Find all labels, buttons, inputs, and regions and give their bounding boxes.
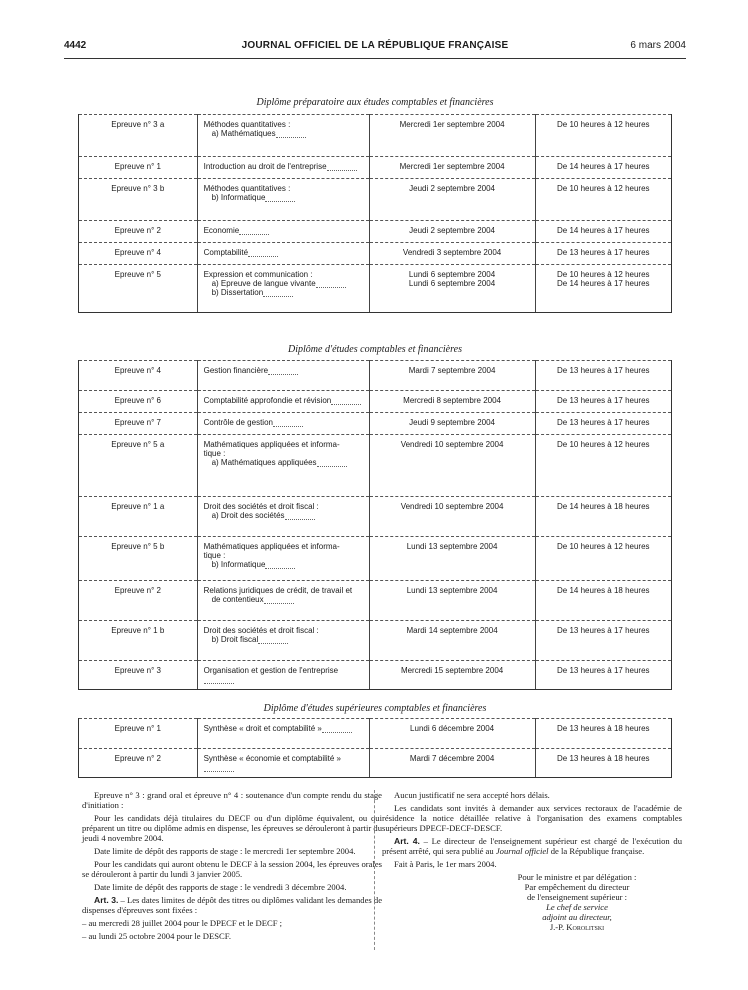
leader-dots <box>248 256 278 257</box>
exam-date: Vendredi 10 septembre 2004 <box>400 502 504 511</box>
leader-dots <box>204 683 234 684</box>
date-cell <box>369 621 535 661</box>
subject-cell <box>197 719 369 749</box>
epreuve-cell: Epreuve n° 3 <box>79 661 198 690</box>
hours-cell <box>535 115 671 157</box>
hours-cell <box>535 661 671 690</box>
exam-hours: De 14 heures à 17 heures <box>557 279 650 288</box>
subject-cell <box>197 243 369 265</box>
leader-dots <box>263 296 293 297</box>
subject-heading: Droit des sociétés et droit fiscal : <box>203 626 319 635</box>
date-cell <box>369 221 535 243</box>
exam-date: Vendredi 10 septembre 2004 <box>400 440 504 449</box>
hours-cell <box>535 621 671 661</box>
epreuve-cell: Epreuve n° 2 <box>79 221 198 243</box>
exam-hours: De 14 heures à 17 heures <box>557 162 650 171</box>
exam-hours: De 14 heures à 18 heures <box>557 502 650 511</box>
exam-date: Mercredi 8 septembre 2004 <box>403 396 501 405</box>
subject-cell <box>197 221 369 243</box>
issue-date: 6 mars 2004 <box>630 40 686 51</box>
subject-cell <box>197 157 369 179</box>
table-row <box>79 537 672 581</box>
subject-heading: Relations juridiques de crédit, de travail et <box>203 586 353 595</box>
hours-cell <box>535 265 671 313</box>
date-cell <box>369 115 535 157</box>
date-cell <box>369 749 535 778</box>
exam-table-decf <box>78 360 672 690</box>
exam-date: Mardi 14 septembre 2004 <box>406 626 498 635</box>
table-caption-descf: Diplôme d'études supérieures comptables et financières <box>263 703 487 714</box>
list-item: – au mercredi 28 juillet 2004 pour le DPECF et le DECF ; <box>82 918 283 928</box>
page-header <box>64 40 686 54</box>
subject-heading: tique : <box>203 551 226 560</box>
subject-label: Synthèse « économie et comptabilité » <box>203 754 342 763</box>
date-cell <box>369 243 535 265</box>
epreuve-cell: Epreuve n° 2 <box>79 581 198 621</box>
hours-cell <box>535 749 671 778</box>
subject-heading: Mathématiques appliquées et informa- <box>203 440 340 449</box>
hours-cell <box>535 243 671 265</box>
date-cell <box>369 581 535 621</box>
leader-dots <box>317 466 347 467</box>
leader-dots <box>265 568 295 569</box>
article-3: Art. 3. – Les dates limites de dépôt des titres ou diplômes validant les demandes de dispenses d'épreuves sont fixées : <box>82 895 383 915</box>
table-row <box>79 581 672 621</box>
subject-label: Comptabilité approfondie et révision <box>203 396 332 405</box>
subject-label: a) Epreuve de langue vivante <box>211 279 316 288</box>
exam-date: Jeudi 2 septembre 2004 <box>409 226 495 235</box>
subject-label: de contentieux <box>211 595 264 604</box>
subject-heading: Expression et communication : <box>203 270 313 279</box>
exam-date: Lundi 6 septembre 2004 <box>408 279 496 288</box>
leader-dots <box>331 404 361 405</box>
subject-cell <box>197 497 369 537</box>
paragraph: Epreuve n° 3 : grand oral et épreuve n° 4 : soutenance d'un compte rendu du stage d'initiation : <box>82 790 382 810</box>
page-number: 4442 <box>64 40 87 51</box>
exam-hours: De 14 heures à 18 heures <box>557 586 650 595</box>
subject-label: Comptabilité <box>203 248 249 257</box>
exam-hours: De 10 heures à 12 heures <box>557 440 650 449</box>
hours-cell <box>535 413 671 435</box>
table-row <box>79 749 672 778</box>
subject-heading: tique : <box>203 449 226 458</box>
exam-hours: De 13 heures à 17 heures <box>557 366 650 375</box>
epreuve-cell: Epreuve n° 1 <box>79 719 198 749</box>
date-cell <box>369 661 535 690</box>
hours-cell <box>535 497 671 537</box>
exam-date: Vendredi 3 septembre 2004 <box>402 248 502 257</box>
table-caption-dpecf: Diplôme préparatoire aux études comptables et financières <box>256 97 494 108</box>
epreuve-cell: Epreuve n° 5 a <box>79 435 198 497</box>
subject-cell <box>197 621 369 661</box>
table-row <box>79 179 672 221</box>
subject-label: Synthèse « droit et comptabilité » <box>203 724 322 733</box>
exam-table-descf <box>78 718 672 778</box>
date-cell <box>369 435 535 497</box>
epreuve-cell: Epreuve n° 5 <box>79 265 198 313</box>
epreuve-cell: Epreuve n° 6 <box>79 391 198 413</box>
subject-label: Contrôle de gestion <box>203 418 273 427</box>
hours-cell <box>535 435 671 497</box>
date-cell <box>369 391 535 413</box>
subject-label: b) Droit fiscal <box>211 635 259 644</box>
epreuve-cell: Epreuve n° 2 <box>79 749 198 778</box>
subject-label: b) Dissertation <box>211 288 264 297</box>
date-cell <box>369 413 535 435</box>
leader-dots <box>265 201 295 202</box>
leader-dots <box>258 643 288 644</box>
table-row <box>79 361 672 391</box>
journal-title: JOURNAL OFFICIEL DE LA RÉPUBLIQUE FRANÇAISE <box>241 40 509 51</box>
table-row <box>79 221 672 243</box>
exam-date: Mercredi 1er septembre 2004 <box>399 120 505 129</box>
leader-dots <box>204 771 234 772</box>
table-row <box>79 497 672 537</box>
date-cell <box>369 179 535 221</box>
hours-cell <box>535 537 671 581</box>
exam-hours: De 13 heures à 18 heures <box>557 724 650 733</box>
paragraph: Date limite de dépôt des rapports de stage : le mercredi 1er septembre 2004. <box>94 846 356 856</box>
epreuve-cell: Epreuve n° 4 <box>79 243 198 265</box>
leader-dots <box>322 732 352 733</box>
date-cell <box>369 497 535 537</box>
subject-label: a) Droit des sociétés <box>211 511 285 520</box>
exam-hours: De 13 heures à 18 heures <box>557 754 650 763</box>
epreuve-cell: Epreuve n° 4 <box>79 361 198 391</box>
subject-cell <box>197 179 369 221</box>
table-row <box>79 265 672 313</box>
article-label: Art. 3. <box>94 895 119 905</box>
hours-cell <box>535 361 671 391</box>
subject-label: b) Informatique <box>211 560 266 569</box>
table-row <box>79 435 672 497</box>
subject-cell <box>197 749 369 778</box>
header-rule <box>64 58 686 59</box>
exam-hours: De 13 heures à 17 heures <box>557 666 650 675</box>
epreuve-cell: Epreuve n° 7 <box>79 413 198 435</box>
subject-label: Economie <box>203 226 240 235</box>
subject-label: a) Mathématiques <box>211 129 276 138</box>
table-row <box>79 115 672 157</box>
exam-hours: De 14 heures à 17 heures <box>557 226 650 235</box>
table-row <box>79 243 672 265</box>
hours-cell <box>535 157 671 179</box>
exam-date: Jeudi 9 septembre 2004 <box>409 418 495 427</box>
date-cell <box>369 157 535 179</box>
date-cell <box>369 537 535 581</box>
epreuve-cell: Epreuve n° 1 a <box>79 497 198 537</box>
table-row <box>79 719 672 749</box>
left-text-column <box>82 790 382 944</box>
right-text-column <box>382 790 682 932</box>
article-4: Art. 4. – Le directeur de l'enseignement supérieur est chargé de l'exécution du présent arrêté, qui sera publié au Journal officiel de la République française. <box>382 836 683 856</box>
hours-cell <box>535 581 671 621</box>
column-divider <box>374 790 375 950</box>
subject-heading: Mathématiques appliquées et informa- <box>203 542 340 551</box>
leader-dots <box>327 170 357 171</box>
exam-date: Mercredi 1er septembre 2004 <box>399 162 505 171</box>
subject-cell <box>197 581 369 621</box>
leader-dots <box>316 287 346 288</box>
exam-date: Lundi 13 septembre 2004 <box>406 586 498 595</box>
signature-block: Pour le ministre et par délégation : Par empêchement du directeur de l'enseignement supérieur : Le chef de service adjoint au directeur, J.-P. Korolitski <box>472 872 682 932</box>
exam-date: Mardi 7 décembre 2004 <box>409 754 495 763</box>
exam-hours: De 13 heures à 17 heures <box>557 418 650 427</box>
leader-dots <box>264 603 294 604</box>
date-cell <box>369 265 535 313</box>
exam-date: Lundi 6 décembre 2004 <box>410 724 495 733</box>
table-row <box>79 391 672 413</box>
table-row <box>79 661 672 690</box>
paragraph: Les candidats sont invités à demander aux services rectoraux de l'académie de résidence la notice détaillée relative à l'organisation des examens comptables supérieurs DPECF-DECF-DESCF. <box>382 803 682 833</box>
paragraph: Pour les candidats qui auront obtenu le DECF à la session 2004, les épreuves orales se dérouleront à partir du lundi 3 janvier 2005. <box>82 859 382 879</box>
paragraph: Pour les candidats déjà titulaires du DECF ou d'un diplôme équivalent, ou qui préparent un titre ou diplôme admis en dispense, les épreuves se dérouleront à partir du jeudi 4 novembre 2004. <box>82 813 382 843</box>
subject-label: Gestion financière <box>203 366 269 375</box>
exam-table-dpecf <box>78 114 672 313</box>
subject-cell <box>197 537 369 581</box>
subject-heading: Méthodes quantitatives : <box>203 120 291 129</box>
exam-hours: De 13 heures à 17 heures <box>557 248 650 257</box>
hours-cell <box>535 179 671 221</box>
exam-date: Lundi 6 septembre 2004 <box>408 270 496 279</box>
leader-dots <box>276 137 306 138</box>
epreuve-cell: Epreuve n° 5 b <box>79 537 198 581</box>
paragraph: Aucun justificatif ne sera accepté hors délais. <box>394 790 550 800</box>
subject-cell <box>197 265 369 313</box>
exam-hours: De 13 heures à 17 heures <box>557 396 650 405</box>
table-row <box>79 621 672 661</box>
epreuve-cell: Epreuve n° 3 b <box>79 179 198 221</box>
exam-hours: De 10 heures à 12 heures <box>557 120 650 129</box>
subject-cell <box>197 115 369 157</box>
hours-cell <box>535 221 671 243</box>
epreuve-cell: Epreuve n° 1 <box>79 157 198 179</box>
exam-date: Lundi 13 septembre 2004 <box>406 542 498 551</box>
leader-dots <box>273 426 303 427</box>
subject-cell <box>197 435 369 497</box>
table-row <box>79 413 672 435</box>
epreuve-cell: Epreuve n° 1 b <box>79 621 198 661</box>
leader-dots <box>239 234 269 235</box>
subject-label: Introduction au droit de l'entreprise <box>203 162 327 171</box>
subject-label: b) Informatique <box>211 193 266 202</box>
leader-dots <box>268 374 298 375</box>
exam-date: Jeudi 2 septembre 2004 <box>409 184 495 193</box>
exam-date: Mercredi 15 septembre 2004 <box>400 666 504 675</box>
date-cell <box>369 719 535 749</box>
list-item: – au lundi 25 octobre 2004 pour le DESCF. <box>82 931 231 941</box>
hours-cell <box>535 719 671 749</box>
subject-cell <box>197 361 369 391</box>
place-date: Fait à Paris, le 1er mars 2004. <box>394 859 497 869</box>
signatory-name: J.-P. Korolitski <box>549 922 605 932</box>
subject-label: a) Mathématiques appliquées <box>211 458 317 467</box>
leader-dots <box>285 519 315 520</box>
exam-date: Mardi 7 septembre 2004 <box>408 366 496 375</box>
paragraph: Date limite de dépôt des rapports de stage : le vendredi 3 décembre 2004. <box>94 882 347 892</box>
exam-hours: De 10 heures à 12 heures <box>557 542 650 551</box>
exam-hours: De 10 heures à 12 heures <box>557 184 650 193</box>
date-cell <box>369 361 535 391</box>
hours-cell <box>535 391 671 413</box>
table-row <box>79 157 672 179</box>
table-caption-decf: Diplôme d'études comptables et financières <box>288 344 462 355</box>
subject-cell <box>197 391 369 413</box>
subject-heading: Méthodes quantitatives : <box>203 184 291 193</box>
epreuve-cell: Epreuve n° 3 a <box>79 115 198 157</box>
subject-cell <box>197 661 369 690</box>
exam-hours: De 13 heures à 17 heures <box>557 626 650 635</box>
subject-heading: Droit des sociétés et droit fiscal : <box>203 502 319 511</box>
exam-hours: De 10 heures à 12 heures <box>557 270 650 279</box>
subject-label: Organisation et gestion de l'entreprise <box>203 666 339 675</box>
article-label: Art. 4. <box>394 836 420 846</box>
subject-cell <box>197 413 369 435</box>
